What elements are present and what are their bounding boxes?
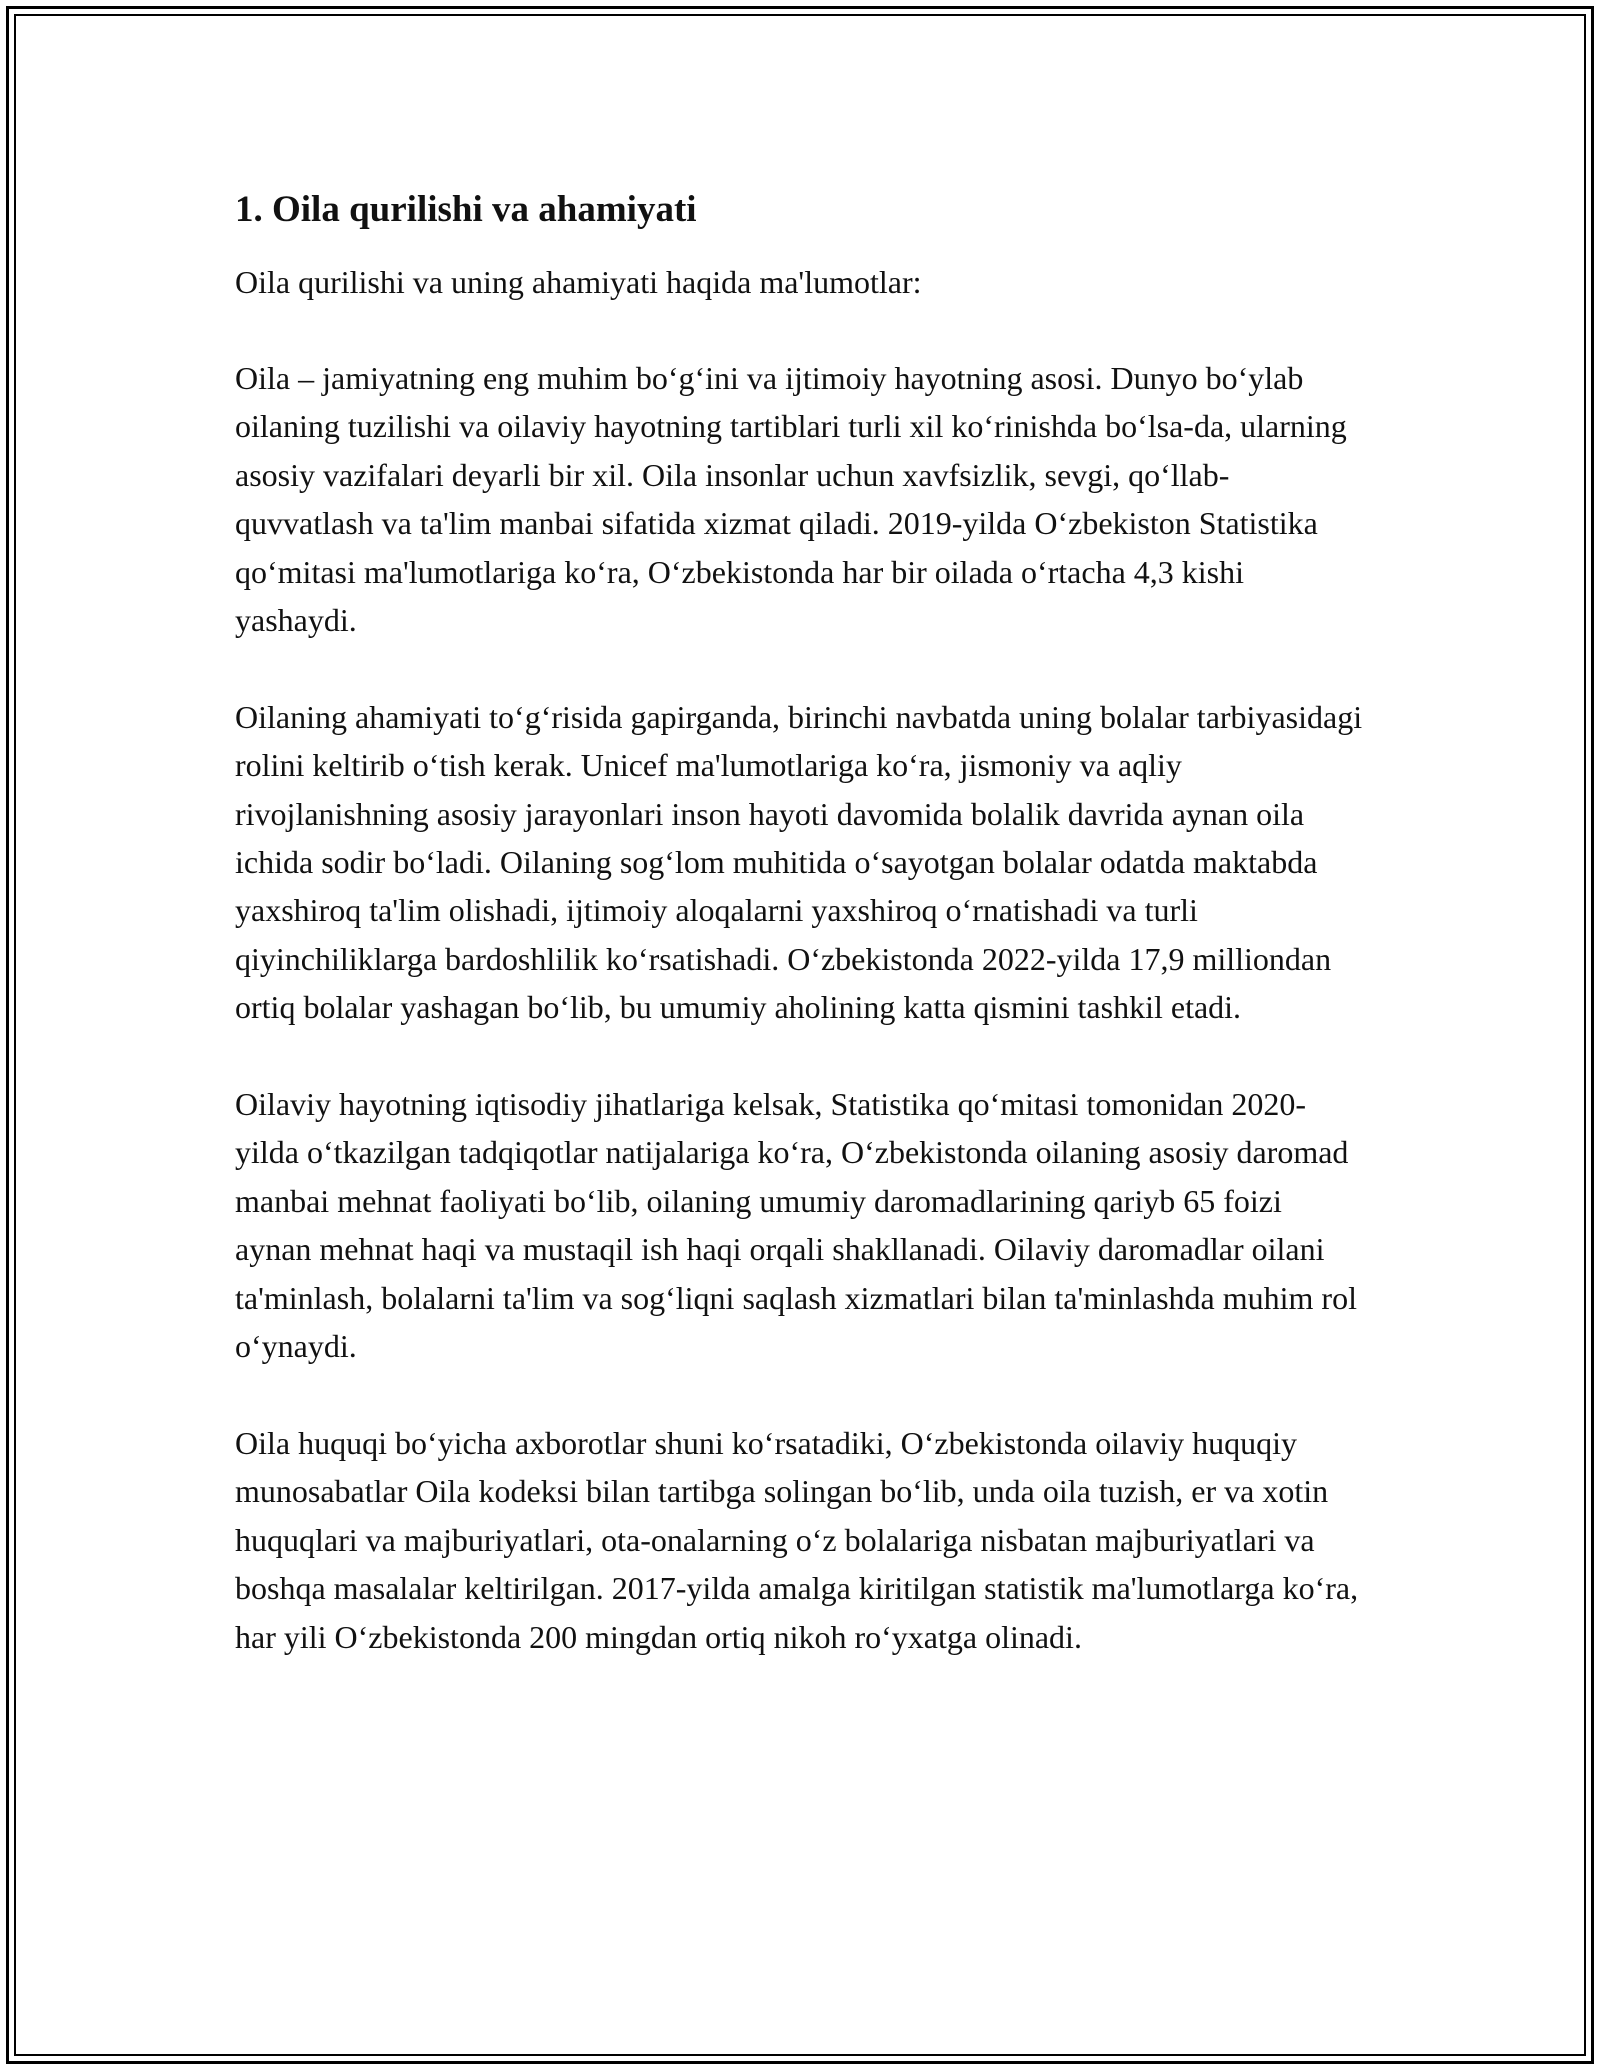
section-heading: 1. Oila qurilishi va ahamiyati bbox=[235, 189, 697, 230]
document-body bbox=[235, 186, 1365, 1709]
paragraph-family-importance: Oilaning ahamiyati to‘g‘risida gapirganda, birinchi navbatda uning bolalar tarbiyasidagi rolini keltirib o‘tish kerak. Unicef ma'lumotlariga ko‘ra, jismoniy va aqliy rivojlanishning asosiy jarayonlari inson hayoti davomida bolalik davrida aynan oila ichida sodir bo‘ladi. Oilaning sog‘lom muhitida o‘sayotgan bolalar odatda maktabda yaxshiroq ta'lim olishadi, ijtimoiy aloqalarni yaxshiroq o‘rnatishadi va turli qiyinchiliklarga bardoshlilik ko‘rsatishadi. O‘zbekistonda 2022-yilda 17,9 milliondan ortiq bolalar yashagan bo‘lib, bu umumiy aholining katta qismini tashkil etadi. bbox=[235, 698, 1363, 1026]
intro-paragraph: Oila qurilishi va uning ahamiyati haqida ma'lumotlar: bbox=[235, 264, 922, 300]
paragraph-family-economics: Oilaviy hayotning iqtisodiy jihatlariga kelsak, Statistika qo‘mitasi tomonidan 2020-yilda o‘tkazilgan tadqiqotlar natijalariga ko‘ra, O‘zbekistonda oilaning asosiy daromad manbai mehnat faoliyati bo‘lib, oilaning umumiy daromadlarining qariyb 65 foizi aynan mehnat haqi va mustaqil ish haqi orqali shakllanadi. Oilaviy daromadlar oilani ta'minlash, bolalarni ta'lim va sog‘liqni saqlash xizmatlari bilan ta'minlashda muhim rol o‘ynaydi. bbox=[235, 1086, 1357, 1365]
paragraph-family-law: Oila huquqi bo‘yicha axborotlar shuni ko‘rsatadiki, O‘zbekistonda oilaviy huquqiy munosabatlar Oila kodeksi bilan tartibga solingan bo‘lib, unda oila tuzish, er va xotin huquqlari va majburiyatlari, ota-onalarning o‘z bolalariga nisbatan majburiyatlari va boshqa masalalar keltirilgan. 2017-yilda amalga kiritilgan statistik ma'lumotlarga ko‘ra, har yili O‘zbekistonda 200 mingdan ortiq nikoh ro‘yxatga olinadi. bbox=[235, 1424, 1359, 1655]
paragraph-family-definition: Oila – jamiyatning eng muhim bo‘g‘ini va ijtimoiy hayotning asosi. Dunyo bo‘ylab oilaning tuzilishi va oilaviy hayotning tartiblari turli xil ko‘rinishda bo‘lsa-da, ularning asosiy vazifalari deyarli bir xil. Oila insonlar uchun xavfsizlik, sevgi, qo‘llab-quvvatlash va ta'lim manbai sifatida xizmat qiladi. 2019-yilda O‘zbekiston Statistika qo‘mitasi ma'lumotlariga ko‘ra, O‘zbekistonda har bir oilada o‘rtacha 4,3 kishi yashaydi. bbox=[235, 360, 1347, 639]
